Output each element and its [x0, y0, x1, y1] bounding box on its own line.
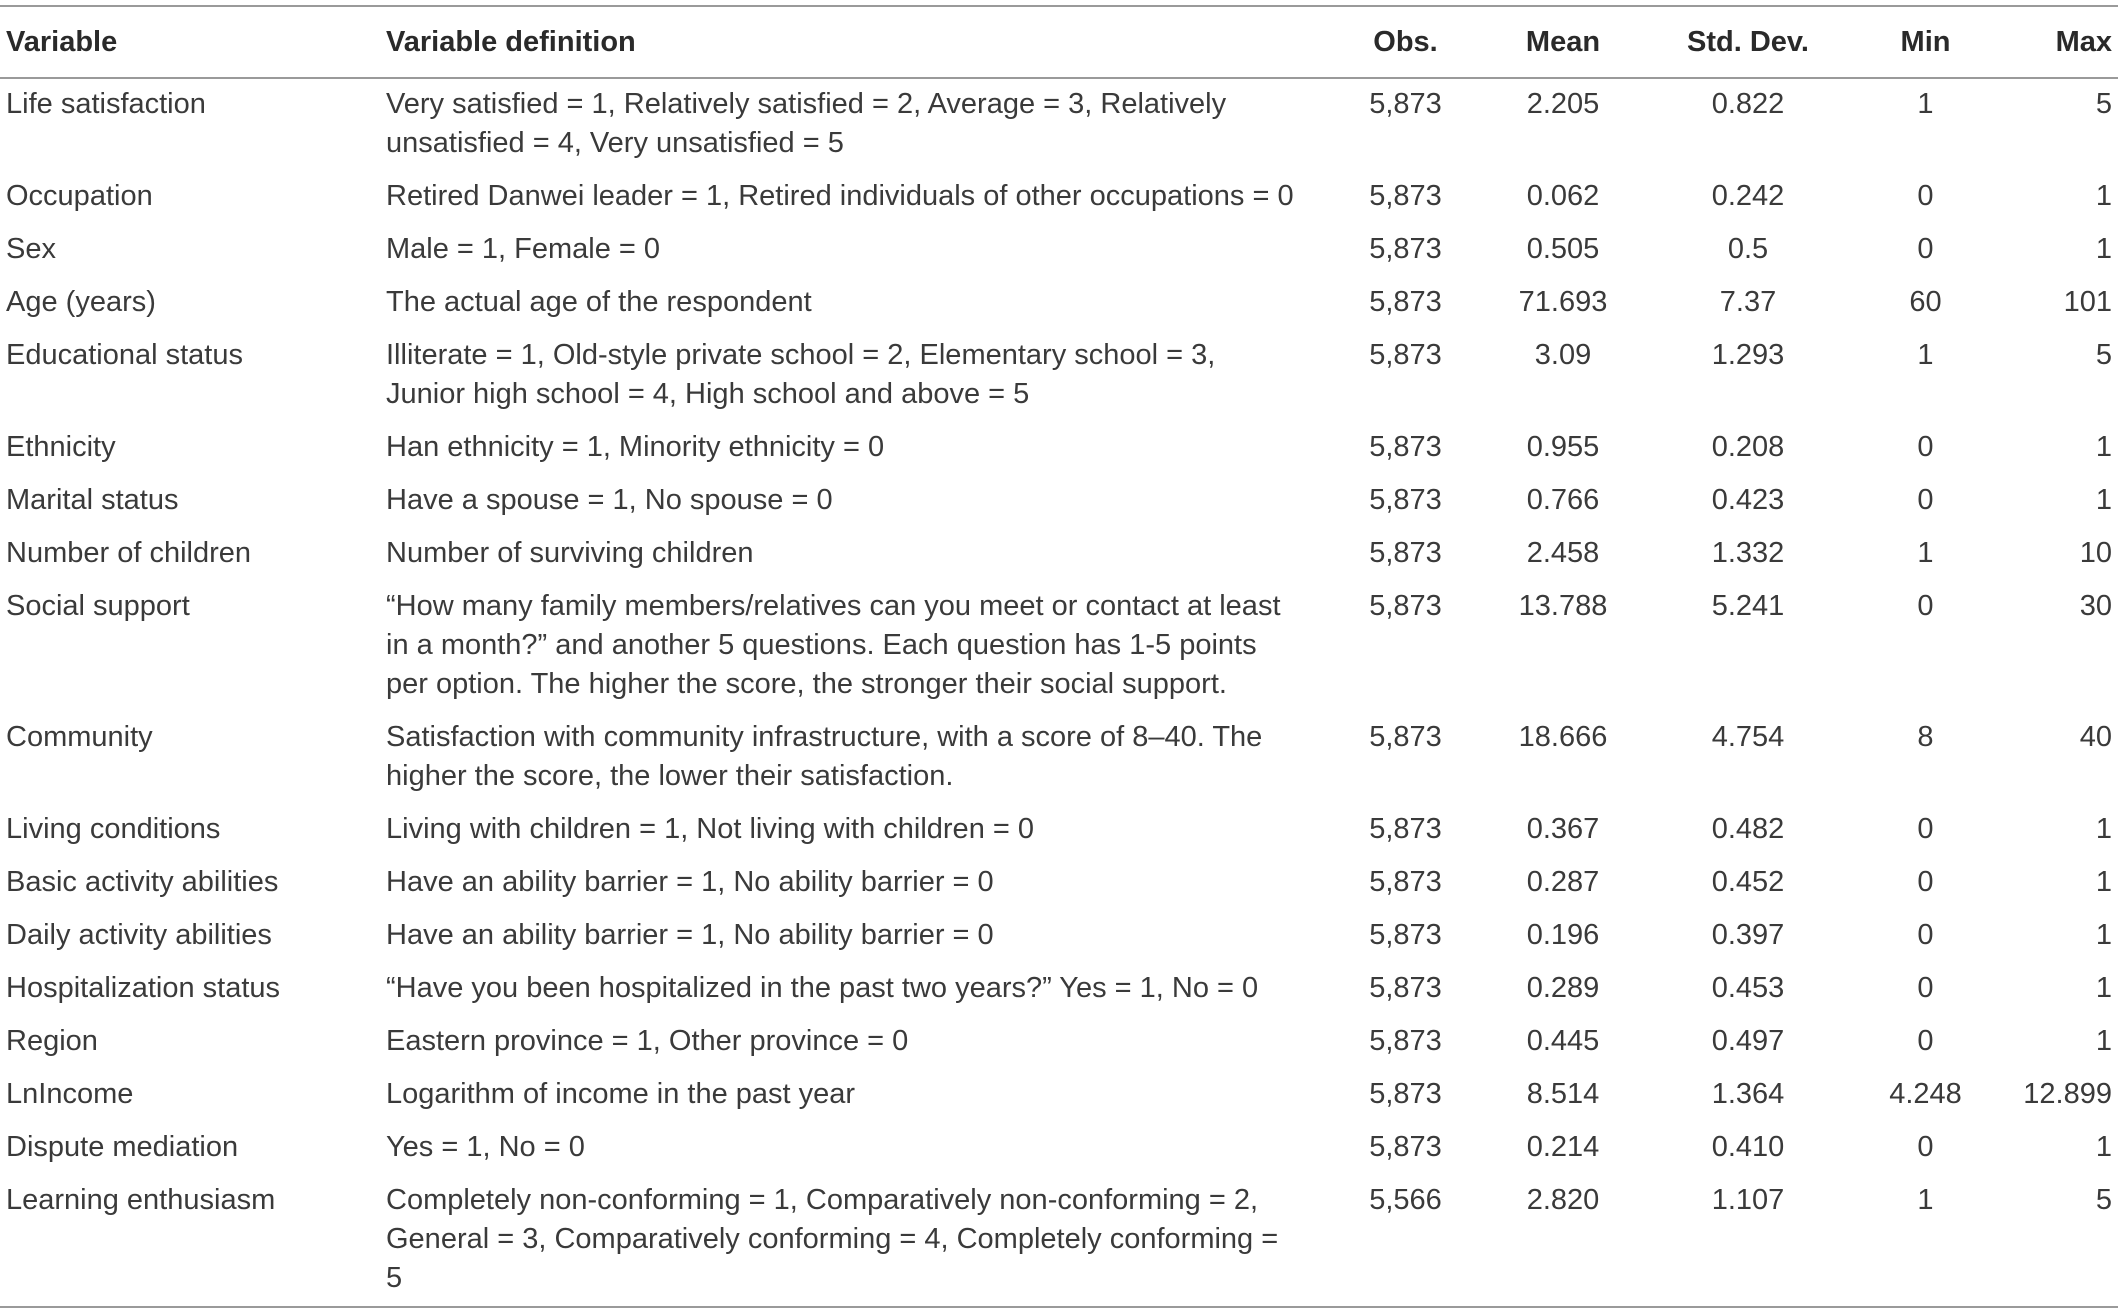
- table-row: [0, 78, 2118, 171]
- cell-sd: 4.754: [1711, 721, 1785, 753]
- table-row: [0, 910, 2118, 963]
- cell-sd: 0.410: [1711, 1131, 1785, 1163]
- descriptive-statistics-table: [0, 5, 2118, 1308]
- cell-sd: 5.241: [1711, 590, 1785, 622]
- table-row: [0, 475, 2118, 528]
- cell-obs: 5,873: [1369, 180, 1442, 212]
- cell-min: 0: [1917, 180, 1934, 212]
- table-row: [0, 528, 2118, 581]
- cell-mean: 0.766: [1526, 484, 1600, 516]
- cell-max: 1: [2095, 180, 2112, 212]
- cell-min: 1: [1917, 88, 1934, 120]
- cell-min: 60: [1909, 286, 1942, 318]
- cell-variable: Ethnicity: [6, 431, 116, 463]
- cell-max: 5: [2095, 88, 2112, 120]
- table-row: [0, 1069, 2118, 1122]
- cell-max: 1: [2095, 233, 2112, 265]
- cell-sd: 0.5: [1727, 233, 1769, 265]
- cell-definition: Satisfaction with community infrastructure, with a score of 8–40. The higher the score, the lower their satisfaction.: [386, 721, 1263, 792]
- header-definition: Variable definition: [386, 25, 636, 58]
- table-row: [0, 171, 2118, 224]
- cell-obs: 5,873: [1369, 1078, 1442, 1110]
- table-row: [0, 581, 2118, 712]
- cell-min: 0: [1917, 1131, 1934, 1163]
- cell-definition: Living with children = 1, Not living with children = 0: [386, 813, 1034, 845]
- cell-sd: 1.107: [1711, 1184, 1785, 1216]
- cell-mean: 8.514: [1526, 1078, 1600, 1110]
- cell-variable: Sex: [6, 233, 56, 265]
- cell-definition: Number of surviving children: [386, 537, 754, 569]
- cell-definition: Very satisfied = 1, Relatively satisfied = 2, Average = 3, Relatively unsatisfied = 4, Very unsatisfied = 5: [386, 88, 1227, 159]
- cell-max: 40: [2079, 721, 2112, 753]
- cell-mean: 13.788: [1518, 590, 1608, 622]
- cell-obs: 5,873: [1369, 866, 1442, 898]
- cell-variable: Basic activity abilities: [6, 866, 279, 898]
- cell-min: 0: [1917, 484, 1934, 516]
- header-variable: Variable: [6, 25, 118, 58]
- cell-definition: Retired Danwei leader = 1, Retired individuals of other occupations = 0: [386, 180, 1294, 212]
- cell-sd: 1.293: [1711, 339, 1785, 371]
- cell-variable: Living conditions: [6, 813, 221, 845]
- cell-max: 30: [2079, 590, 2112, 622]
- cell-sd: 1.332: [1711, 537, 1785, 569]
- cell-definition: Illiterate = 1, Old-style private school = 2, Elementary school = 3, Junior high school = 4, High school and above = 5: [386, 339, 1216, 410]
- cell-mean: 0.196: [1526, 919, 1600, 951]
- cell-definition: Have an ability barrier = 1, No ability barrier = 0: [386, 919, 994, 951]
- table-row: [0, 224, 2118, 277]
- cell-mean: 0.445: [1526, 1025, 1600, 1057]
- cell-min: 0: [1917, 1025, 1934, 1057]
- cell-min: 1: [1917, 1184, 1934, 1216]
- cell-min: 8: [1917, 721, 1934, 753]
- cell-min: 0: [1917, 233, 1934, 265]
- cell-max: 1: [2095, 484, 2112, 516]
- cell-max: 1: [2095, 919, 2112, 951]
- cell-max: 12.899: [2023, 1078, 2112, 1110]
- cell-definition: Completely non-conforming = 1, Comparatively non-conforming = 2, General = 3, Comparatively conforming = 4, Completely conforming = 5: [386, 1184, 1279, 1294]
- cell-mean: 0.367: [1526, 813, 1600, 845]
- cell-obs: 5,873: [1369, 431, 1442, 463]
- cell-obs: 5,873: [1369, 88, 1442, 120]
- cell-sd: 0.452: [1711, 866, 1785, 898]
- cell-definition: Yes = 1, No = 0: [386, 1131, 585, 1163]
- cell-variable: Number of children: [6, 537, 251, 569]
- cell-obs: 5,873: [1369, 233, 1442, 265]
- cell-sd: 7.37: [1719, 286, 1777, 318]
- cell-max: 10: [2079, 537, 2112, 569]
- cell-variable: Life satisfaction: [6, 88, 206, 120]
- cell-variable: Educational status: [6, 339, 243, 371]
- cell-sd: 0.822: [1711, 88, 1785, 120]
- table-row: [0, 1016, 2118, 1069]
- table-header: [0, 6, 2118, 78]
- cell-variable: LnIncome: [6, 1078, 134, 1110]
- cell-max: 1: [2095, 1025, 2112, 1057]
- cell-mean: 0.062: [1526, 180, 1600, 212]
- header-mean: Mean: [1525, 25, 1601, 58]
- cell-obs: 5,873: [1369, 721, 1442, 753]
- cell-min: 0: [1917, 590, 1934, 622]
- cell-sd: 0.497: [1711, 1025, 1785, 1057]
- cell-variable: Age (years): [6, 286, 156, 318]
- cell-definition: Male = 1, Female = 0: [386, 233, 661, 265]
- cell-definition: The actual age of the respondent: [386, 286, 812, 318]
- cell-mean: 0.289: [1526, 972, 1600, 1004]
- cell-obs: 5,873: [1369, 339, 1442, 371]
- cell-obs: 5,873: [1369, 1131, 1442, 1163]
- cell-min: 4.248: [1889, 1078, 1962, 1110]
- header-max: Max: [2055, 25, 2112, 58]
- cell-definition: Eastern province = 1, Other province = 0: [386, 1025, 909, 1057]
- cell-mean: 2.458: [1526, 537, 1600, 569]
- table-row: [0, 1122, 2118, 1175]
- table-row: [0, 277, 2118, 330]
- cell-variable: Region: [6, 1025, 98, 1057]
- table-row: [0, 330, 2118, 422]
- cell-variable: Marital status: [6, 484, 179, 516]
- cell-obs: 5,873: [1369, 484, 1442, 516]
- cell-min: 0: [1917, 431, 1934, 463]
- cell-variable: Dispute mediation: [6, 1131, 239, 1163]
- table-row: [0, 422, 2118, 475]
- cell-min: 0: [1917, 866, 1934, 898]
- cell-definition: Logarithm of income in the past year: [386, 1078, 856, 1110]
- table-body: [0, 78, 2118, 1307]
- cell-max: 5: [2095, 1184, 2112, 1216]
- cell-min: 1: [1917, 537, 1934, 569]
- cell-sd: 0.482: [1711, 813, 1785, 845]
- cell-definition: “How many family members/relatives can you meet or contact at least in a month?” and another 5 questions. Each question has 1-5 points per option. The higher the score, the stronger their social support.: [386, 590, 1281, 700]
- cell-max: 5: [2095, 339, 2112, 371]
- cell-mean: 0.955: [1526, 431, 1600, 463]
- cell-variable: Social support: [6, 590, 190, 622]
- cell-mean: 0.287: [1526, 866, 1600, 898]
- table-row: [0, 857, 2118, 910]
- cell-obs: 5,873: [1369, 919, 1442, 951]
- table-row: [0, 1175, 2118, 1307]
- cell-min: 0: [1917, 972, 1934, 1004]
- cell-variable: Hospitalization status: [6, 972, 281, 1004]
- cell-obs: 5,873: [1369, 537, 1442, 569]
- header-sd: Std. Dev.: [1687, 25, 1809, 58]
- cell-mean: 0.505: [1526, 233, 1600, 265]
- cell-obs: 5,873: [1369, 813, 1442, 845]
- cell-mean: 3.09: [1534, 339, 1592, 371]
- cell-sd: 0.397: [1711, 919, 1785, 951]
- cell-mean: 2.205: [1526, 88, 1600, 120]
- cell-mean: 71.693: [1518, 286, 1608, 318]
- cell-obs: 5,873: [1369, 590, 1442, 622]
- header-min: Min: [1900, 25, 1951, 58]
- cell-mean: 0.214: [1526, 1131, 1600, 1163]
- cell-min: 0: [1917, 813, 1934, 845]
- cell-variable: Learning enthusiasm: [6, 1184, 276, 1216]
- cell-mean: 2.820: [1526, 1184, 1600, 1216]
- cell-variable: Daily activity abilities: [6, 919, 272, 951]
- cell-max: 1: [2095, 1131, 2112, 1163]
- cell-sd: 0.242: [1711, 180, 1785, 212]
- cell-max: 101: [2063, 286, 2112, 318]
- cell-sd: 0.423: [1711, 484, 1785, 516]
- cell-max: 1: [2095, 431, 2112, 463]
- cell-max: 1: [2095, 972, 2112, 1004]
- cell-variable: Occupation: [6, 180, 153, 212]
- table-row: [0, 712, 2118, 804]
- cell-min: 1: [1917, 339, 1934, 371]
- cell-obs: 5,873: [1369, 286, 1442, 318]
- cell-max: 1: [2095, 866, 2112, 898]
- cell-definition: Have an ability barrier = 1, No ability barrier = 0: [386, 866, 994, 898]
- cell-max: 1: [2095, 813, 2112, 845]
- header-row: [0, 6, 2118, 78]
- cell-definition: Han ethnicity = 1, Minority ethnicity = 0: [386, 431, 885, 463]
- cell-obs: 5,873: [1369, 972, 1442, 1004]
- cell-sd: 1.364: [1711, 1078, 1785, 1110]
- table-row: [0, 963, 2118, 1016]
- cell-obs: 5,566: [1369, 1184, 1442, 1216]
- cell-min: 0: [1917, 919, 1934, 951]
- cell-sd: 0.453: [1711, 972, 1785, 1004]
- cell-variable: Community: [6, 721, 153, 753]
- cell-sd: 0.208: [1711, 431, 1785, 463]
- table-row: [0, 804, 2118, 857]
- cell-obs: 5,873: [1369, 1025, 1442, 1057]
- cell-mean: 18.666: [1518, 721, 1608, 753]
- cell-definition: “Have you been hospitalized in the past two years?” Yes = 1, No = 0: [386, 972, 1259, 1004]
- header-obs: Obs.: [1373, 25, 1438, 58]
- cell-definition: Have a spouse = 1, No spouse = 0: [386, 484, 833, 516]
